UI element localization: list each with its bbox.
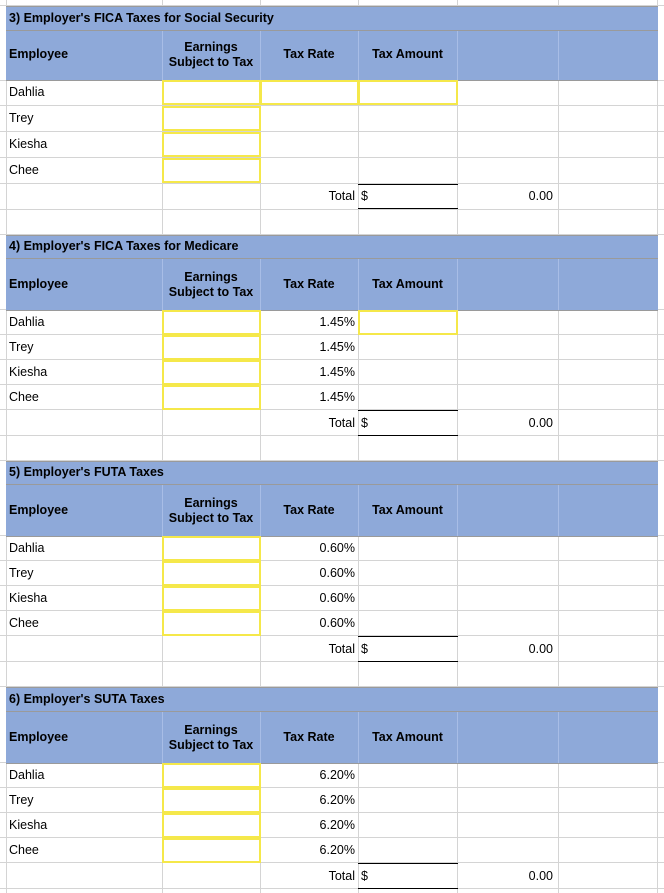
header-employee: Employee (9, 277, 69, 291)
employee-name: Chee (9, 163, 39, 177)
total-label: Total (328, 416, 355, 430)
grid-row-line (0, 157, 664, 158)
total-amount: 0.00 (528, 189, 553, 203)
total-label: Total (328, 189, 355, 203)
earnings-input[interactable] (162, 360, 261, 385)
tax-rate-value: 6.20% (319, 768, 355, 782)
header-tax-amount: Tax Amount (372, 503, 443, 517)
header-earnings: Earnings Subject to Tax (168, 40, 254, 69)
employee-name: Chee (9, 843, 39, 857)
grid-row-line (0, 105, 664, 106)
tax-rate-value: 0.60% (319, 616, 355, 630)
employee-name: Dahlia (9, 768, 45, 782)
total-border (358, 435, 458, 436)
section-title: 3) Employer's FICA Taxes for Social Security (9, 11, 274, 25)
grid-row-line (0, 435, 664, 436)
grid-row-line (0, 209, 664, 210)
tax-rate-input[interactable] (260, 80, 359, 105)
grid-row-line (0, 384, 664, 385)
total-border (358, 636, 458, 637)
total-border (358, 863, 458, 864)
tax-amount-input[interactable] (358, 310, 458, 335)
total-border (358, 888, 458, 889)
currency-symbol: $ (361, 869, 368, 883)
header-tax-amount: Tax Amount (372, 277, 443, 291)
earnings-input[interactable] (162, 158, 261, 183)
tax-rate-value: 1.45% (319, 315, 355, 329)
employee-name: Trey (9, 111, 34, 125)
section-title: 6) Employer's SUTA Taxes (9, 692, 165, 706)
tax-rate-value: 6.20% (319, 818, 355, 832)
earnings-input[interactable] (162, 561, 261, 586)
tax-rate-value: 6.20% (319, 793, 355, 807)
section-title: 5) Employer's FUTA Taxes (9, 465, 164, 479)
currency-symbol: $ (361, 642, 368, 656)
total-amount: 0.00 (528, 642, 553, 656)
earnings-input[interactable] (162, 788, 261, 813)
grid-row-line (0, 359, 664, 360)
header-earnings: Earnings Subject to Tax (168, 496, 254, 525)
employee-name: Trey (9, 340, 34, 354)
tax-rate-value: 0.60% (319, 591, 355, 605)
currency-symbol: $ (361, 189, 368, 203)
header-tax-amount: Tax Amount (372, 730, 443, 744)
header-employee: Employee (9, 730, 69, 744)
grid-row-line (0, 131, 664, 132)
tax-rate-value: 1.45% (319, 340, 355, 354)
employee-name: Kiesha (9, 591, 48, 605)
tax-rate-value: 0.60% (319, 541, 355, 555)
grid-row-line (0, 610, 664, 611)
total-border (358, 208, 458, 209)
employee-name: Dahlia (9, 541, 45, 555)
employee-name: Dahlia (9, 85, 45, 99)
employee-name: Kiesha (9, 137, 48, 151)
header-earnings: Earnings Subject to Tax (168, 270, 254, 299)
grid-row-line (0, 635, 664, 636)
grid-row-line (0, 787, 664, 788)
grid-row-line (0, 585, 664, 586)
header-employee: Employee (9, 47, 69, 61)
header-tax-rate: Tax Rate (283, 503, 335, 517)
tax-rate-value: 1.45% (319, 365, 355, 379)
earnings-input[interactable] (162, 385, 261, 410)
grid-row-line (0, 183, 664, 184)
employee-name: Trey (9, 793, 34, 807)
grid-row-line (0, 888, 664, 889)
grid-row-line (0, 334, 664, 335)
header-tax-amount: Tax Amount (372, 47, 443, 61)
total-amount: 0.00 (528, 869, 553, 883)
earnings-input[interactable] (162, 611, 261, 636)
header-earnings: Earnings Subject to Tax (168, 723, 254, 752)
employee-name: Chee (9, 616, 39, 630)
grid-row-line (0, 560, 664, 561)
earnings-input[interactable] (162, 106, 261, 131)
currency-symbol: $ (361, 416, 368, 430)
total-label: Total (328, 642, 355, 656)
employee-name: Dahlia (9, 315, 45, 329)
employee-name: Kiesha (9, 365, 48, 379)
earnings-input[interactable] (162, 586, 261, 611)
employee-name: Kiesha (9, 818, 48, 832)
earnings-input[interactable] (162, 838, 261, 863)
total-border (358, 661, 458, 662)
total-border (358, 410, 458, 411)
grid-row-line (0, 837, 664, 838)
header-tax-rate: Tax Rate (283, 277, 335, 291)
total-border (358, 184, 458, 185)
employee-name: Trey (9, 566, 34, 580)
earnings-input[interactable] (162, 763, 261, 788)
tax-rate-value: 0.60% (319, 566, 355, 580)
tax-rate-value: 1.45% (319, 390, 355, 404)
header-employee: Employee (9, 503, 69, 517)
grid-row-line (0, 409, 664, 410)
header-tax-rate: Tax Rate (283, 730, 335, 744)
tax-amount-input[interactable] (358, 80, 458, 105)
tax-rate-value: 6.20% (319, 843, 355, 857)
earnings-input[interactable] (162, 80, 261, 105)
earnings-input[interactable] (162, 132, 261, 157)
section-title: 4) Employer's FICA Taxes for Medicare (9, 239, 239, 253)
total-label: Total (328, 869, 355, 883)
employee-name: Chee (9, 390, 39, 404)
earnings-input[interactable] (162, 335, 261, 360)
earnings-input[interactable] (162, 813, 261, 838)
grid-row-line (0, 862, 664, 863)
grid-row-line (0, 812, 664, 813)
header-tax-rate: Tax Rate (283, 47, 335, 61)
earnings-input[interactable] (162, 310, 261, 335)
earnings-input[interactable] (162, 536, 261, 561)
total-amount: 0.00 (528, 416, 553, 430)
grid-row-line (0, 661, 664, 662)
